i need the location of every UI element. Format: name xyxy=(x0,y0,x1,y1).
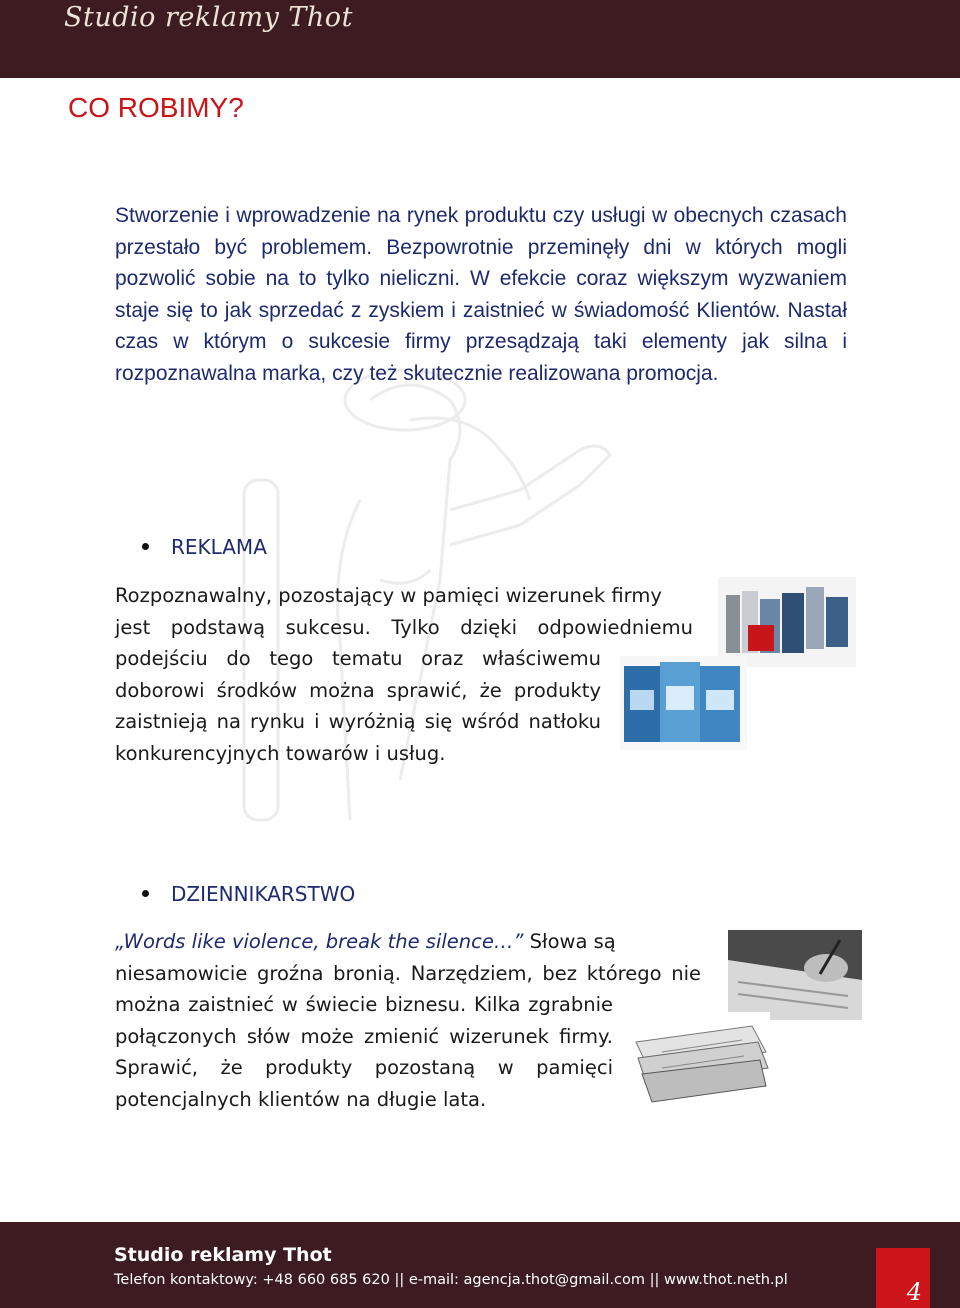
page-footer xyxy=(0,1222,960,1308)
text-line: konkurencyjnych towarów i usług. xyxy=(115,741,446,765)
section-heading-dziennikarstwo xyxy=(142,882,355,906)
footer-contact: Telefon kontaktowy: +48 660 685 620 || e-mail: agencja.thot@gmail.com || www.thot.neth.pl xyxy=(114,1272,788,1288)
text-line: doborowi środków można sprawić, że produkty xyxy=(115,678,601,702)
text-line xyxy=(115,926,683,958)
section-heading-label: REKLAMA xyxy=(171,535,267,559)
quote-follow-text: Słowa są xyxy=(523,930,616,953)
section-heading-reklama xyxy=(142,535,267,559)
product-boxes-image xyxy=(718,577,856,667)
text-line: jest podstawą sukcesu. Tylko dzięki odpowiedniemu xyxy=(115,615,693,639)
bullet-icon xyxy=(142,543,149,550)
text-line: niesamowicie groźna bronią. Narzędziem, bez którego nie xyxy=(115,961,701,985)
writing-hand-image xyxy=(728,930,862,1020)
intro-paragraph: Stworzenie i wprowadzenie na rynek produktu czy usługi w obecnych czasach przestało być problemem. Bezpowrotnie przeminęły dni w których mogli pozwolić sobie na to tylko nieliczni. W efekcie coraz większym wyzwaniem staje się to jak sprzedać z zyskiem i zaistnieć w świadomość Klientów. Nastał czas w którym o sukcesie firmy przesądzają taki elementy jak silna i rozpoznawalna marka, czy też skutecznie realizowana promocja. xyxy=(115,204,847,385)
page-title: CO ROBIMY? xyxy=(68,92,244,123)
page-header xyxy=(0,0,960,78)
reklama-paragraph xyxy=(115,580,693,769)
page-number-badge xyxy=(876,1248,930,1308)
bullet-icon xyxy=(142,890,149,897)
text-line: połączonych słów może zmienić wizerunek firmy. xyxy=(115,1024,613,1048)
quote-text: „Words like violence, break the silence…” xyxy=(115,930,524,953)
page-number: 4 xyxy=(906,1278,922,1306)
header-title: Studio reklamy Thot xyxy=(64,2,353,33)
text-line: zaistnieją na rynku i wyróżnią się wśród natłoku xyxy=(115,710,601,733)
web-pages-image xyxy=(620,656,747,750)
newspapers-image xyxy=(632,1012,770,1104)
dziennikarstwo-paragraph xyxy=(115,926,701,1115)
footer-title: Studio reklamy Thot xyxy=(114,1244,332,1266)
text-line: można zaistnieć w świecie biznesu. Kilka zgrabnie xyxy=(115,993,613,1016)
text-line: Rozpoznawalny, pozostający w pamięci wizerunek firmy xyxy=(115,584,662,607)
text-line: potencjalnych klientów na długie lata. xyxy=(115,1087,487,1111)
text-line: podejściu do tego tematu oraz właściwemu xyxy=(115,647,601,670)
text-line: Sprawić, że produkty pozostaną w pamięci xyxy=(115,1056,613,1079)
section-heading-label: DZIENNIKARSTWO xyxy=(171,882,356,906)
